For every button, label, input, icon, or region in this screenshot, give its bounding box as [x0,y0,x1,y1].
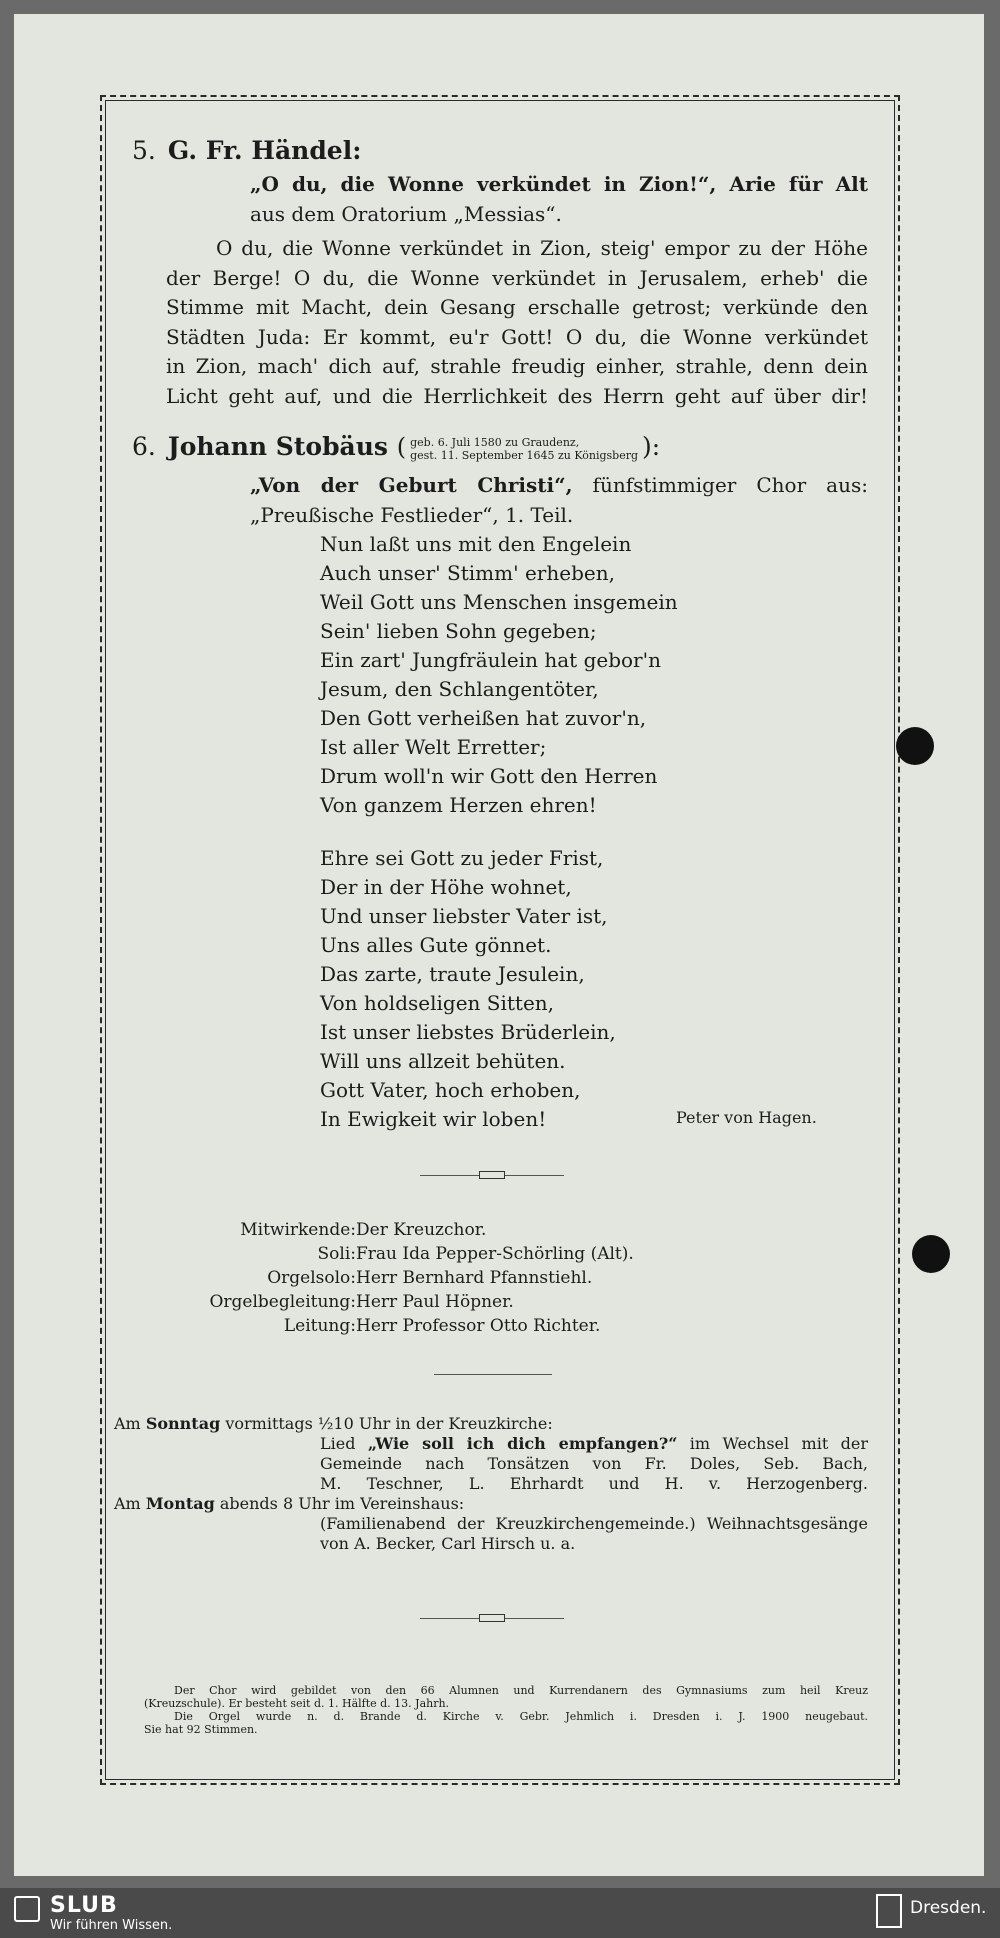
item6-death: gest. 11. September 1645 zu Königsberg [410,448,639,462]
verse-stanza-1 [320,530,678,820]
verse-line: Der in der Höhe wohnet, [320,875,572,899]
slub-logo[interactable]: SLUB [50,1893,118,1918]
item5-text-line: O du, die Wonne verkündet in Zion, steig' empor zu der Höhe [216,236,868,260]
verse-line: Ist unser liebstes Brüderlein, [320,1020,616,1044]
item6-birth: geb. 6. Juli 1580 zu Graudenz, [410,435,580,449]
item6-work-line [250,471,868,501]
verse-line: Drum woll'n wir Gott den Herren [320,764,658,788]
footnote-line: (Kreuzschule). Er besteht seit d. 1. Hälfte d. 13. Jahrh. [144,1697,450,1710]
item6-number: 6. [132,432,156,461]
item5-work-line: „O du, die Wonne verkündet in Zion!“, Arie für Alt [250,172,868,196]
verse-line: Das zarte, traute Jesulein, [320,962,585,986]
item6-composer-suffix: ): [642,432,661,461]
item5-text [166,234,868,411]
performer-name: Der Kreuzchor. [356,1220,487,1240]
item5-work-line: aus dem Oratorium „Messias“. [250,201,562,226]
verse-line: Von holdseligen Sitten, [320,991,555,1015]
slub-claim: Wir führen Wissen. [50,1918,173,1933]
footnote-line: Der Chor wird gebildet von den 66 Alumnen und Kurrendanern des Gymnasiums zum heil Kreuz [174,1684,868,1697]
verse-line: Weil Gott uns Menschen insgemein [320,590,678,614]
performer-name: Frau Ida Pepper-Schörling (Alt). [356,1244,634,1264]
sunday-rest: vormittags ½10 Uhr in der Kreuzkirche: [220,1414,553,1433]
verse-line: Und unser liebster Vater ist, [320,904,608,928]
monday-line: (Familienabend der Kreuzkirchengemeinde.) Weihnachtsgesänge [320,1514,868,1533]
sunday-line: Gemeinde nach Tonsätzen von Fr. Doles, Seb. Bach, [320,1454,868,1473]
performer-row [0,1266,1000,1290]
item5-text-line: Licht geht auf, und die Herrlichkeit des Herrn geht auf über dir! [166,383,868,408]
performer-role: Soli: [317,1244,356,1264]
dresden-crest-icon [876,1894,902,1928]
performer-row [0,1314,1000,1338]
performer-role: Mitwirkende: [240,1220,356,1240]
footnote-line: Die Orgel wurde n. d. Brande d. Kirche v. Gebr. Jehmlich i. Dresden i. J. 1900 neugebaut. [174,1710,868,1723]
verse-line: Sein' lieben Sohn gegeben; [320,619,597,643]
item6-dates [410,436,638,462]
verse-line: Will uns allzeit behüten. [320,1049,566,1073]
item5-text-line: Stimme mit Macht, dein Gesang erschalle getrost; verkünde den [166,295,868,319]
sunday-lead: Am [114,1414,146,1433]
monday-lead: Am [114,1494,146,1513]
verse-line: Nun laßt uns mit den Engelein [320,532,632,556]
ornament-center [479,1171,505,1179]
ornament-center [479,1614,505,1622]
sunday-hymn-title: „Wie soll ich dich empfangen?“ [367,1434,678,1453]
item6-heading: 6. Johann Stobäus ( geb. 6. Juli 1580 zu Graudenz, gest. 11. September 1645 zu Königsberg ): [132,432,661,462]
item5-heading [132,136,361,165]
performers-list [0,1218,1000,1338]
item6-composer: Johann Stobäus [167,432,389,461]
item5-number: 5. [132,136,156,165]
notices [114,1414,868,1554]
sunday-day: Sonntag [145,1414,221,1433]
sunday-line [320,1434,868,1454]
performer-name: Herr Bernhard Pfannstiehl. [356,1268,593,1288]
item6-work-rest: fünfstimmiger Chor aus: [572,473,868,497]
verse-line: Ist aller Welt Erretter; [320,735,547,759]
verse-stanza-2 [320,844,616,1134]
item5-composer: G. Fr. Händel: [167,136,362,165]
performer-role: Leitung: [283,1316,356,1336]
punch-hole [896,727,934,765]
footnote [144,1684,868,1736]
lyricist-credit: Peter von Hagen. [676,1108,817,1127]
verse-line: Den Gott verheißen hat zuvor'n, [320,706,647,730]
verse-line: Ehre sei Gott zu jeder Frist, [320,846,604,870]
footnote-line: Sie hat 92 Stimmen. [144,1723,258,1736]
item5-text-line: Städten Juda: Er kommt, eu'r Gott! O du, die Wonne verkündet [166,324,868,349]
sunday-l1-pre: Lied [320,1434,368,1453]
item5-work [250,170,868,229]
monday-rest: abends 8 Uhr im Vereinshaus: [214,1494,465,1513]
sunday-line: M. Teschner, L. Ehrhardt und H. v. Herzogenberg. [320,1474,868,1493]
performer-row [0,1218,1000,1242]
sunday-l1-post: im Wechsel mit der [677,1434,868,1453]
performer-row [0,1242,1000,1266]
item5-text-line: der Berge! O du, die Wonne verkündet in Jerusalem, erheb' die [166,265,868,290]
verse-line: Von ganzem Herzen ehren! [320,793,597,817]
sunday-notice-head [114,1414,868,1434]
performer-name: Herr Professor Otto Richter. [356,1316,601,1336]
punch-hole [912,1235,950,1273]
item6-work-line2: „Preußische Festlieder“, 1. Teil. [250,502,574,527]
verse-line: Jesum, den Schlangentöter, [320,677,599,701]
short-rule [434,1374,552,1375]
item6-work-title: „Von der Geburt Christi“, [250,473,573,497]
verse-line: Auch unser' Stimm' erheben, [320,561,615,585]
item5-text-line: in Zion, mach' dich auf, strahle freudig einher, strahle, denn dein [166,354,868,378]
verse-line: Uns alles Gute gönnet. [320,933,552,957]
monday-notice-head [114,1494,868,1514]
performer-row [0,1290,1000,1314]
item6-work [250,471,868,530]
monday-day: Montag [145,1494,215,1513]
performer-name: Herr Paul Höpner. [356,1292,514,1312]
verse-line: Ein zart' Jungfräulein hat gebor'n [320,648,661,672]
verse-line: Gott Vater, hoch erhoben, [320,1078,581,1102]
monday-line: von A. Becker, Carl Hirsch u. a. [320,1534,576,1553]
dresden-logo[interactable]: Dresden. [910,1898,987,1918]
performer-role: Orgelsolo: [267,1268,356,1288]
performer-role: Orgelbegleitung: [209,1292,356,1312]
verse-line: In Ewigkeit wir loben! [320,1107,547,1131]
slub-book-icon [14,1896,40,1922]
